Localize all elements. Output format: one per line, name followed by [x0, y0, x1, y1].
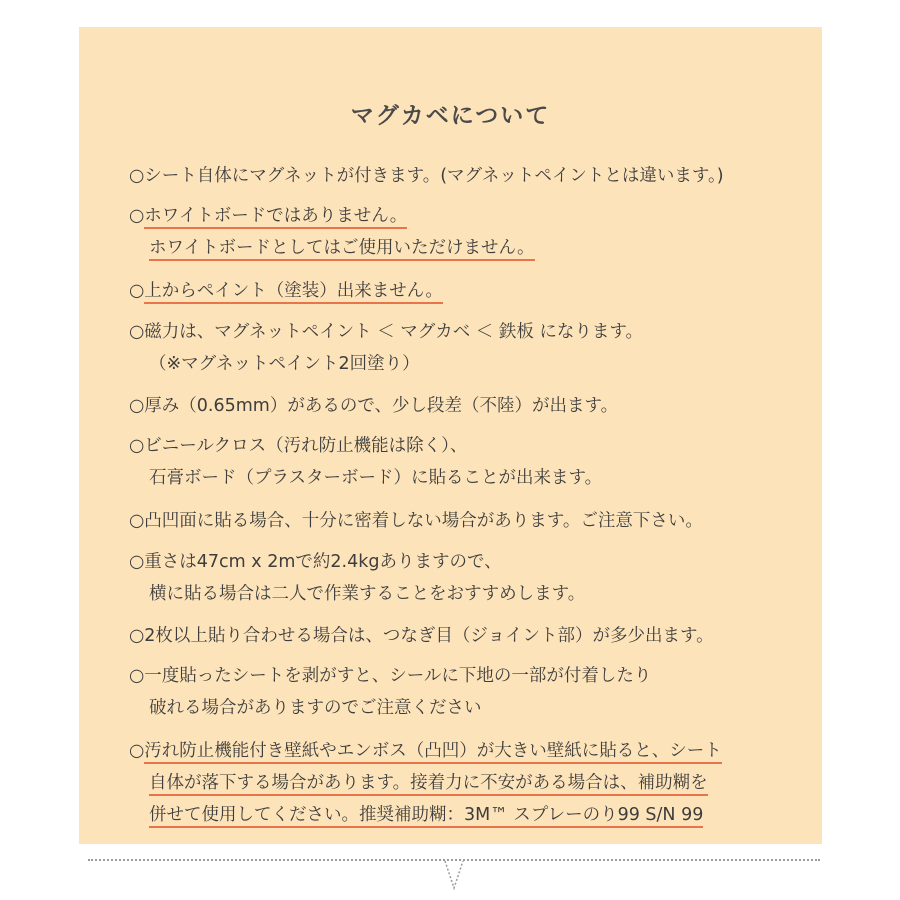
note-line-underlined: 自体が落下する場合があります。接着力に不安がある場合は、補助糊を [149, 773, 708, 796]
note-no-paint [129, 275, 443, 307]
note-weight [129, 546, 585, 610]
bullet-mark: ○ [129, 281, 145, 301]
note-line: 石膏ボード（プラスターボード）に貼ることが出来ます。 [149, 468, 603, 488]
note-line: 破れる場合がありますのでご注意ください [149, 698, 482, 718]
bullet-mark: ○ [129, 206, 145, 226]
note-line-underlined: 汚れ防止機能付き壁紙やエンボス（凸凹）が大きい壁紙に貼ると、シート [144, 741, 722, 764]
note-applicable-surfaces [129, 430, 602, 494]
note-not-whiteboard [129, 200, 535, 264]
note-line: ○重さは47cm x 2mで約2.4kgありますので、 [129, 552, 502, 572]
note-adhesive [129, 735, 722, 831]
note-line: ○一度貼ったシートを剥がすと、シールに下地の一部が付着したり [129, 666, 652, 686]
note-line: ○シート自体にマグネットが付きます。(マグネットペイントとは違います。) [129, 166, 724, 186]
info-panel [79, 27, 822, 844]
note-thickness [129, 390, 618, 422]
bullet-mark: ○ [129, 741, 145, 761]
note-line: ○ビニールクロス（汚れ防止機能は除く）、 [129, 436, 468, 456]
note-magnet-sheet [129, 160, 724, 192]
note-line-underlined: ホワイトボードとしてはご使用いただけません。 [149, 238, 535, 261]
note-line: ○凸凹面に貼る場合、十分に密着しない場合があります。ご注意下さい。 [129, 511, 703, 531]
note-line-underlined: 併せて使用してください。推奨補助糊：3M™ スプレーのり99 S/N 99 [149, 805, 703, 828]
note-joints [129, 620, 714, 652]
note-line: ○厚み（0.65mm）があるので、少し段差（不陸）が出ます。 [129, 396, 619, 416]
note-uneven-surface [129, 505, 703, 537]
panel-title: マグカベについて [350, 103, 551, 129]
note-line-underlined: ホワイトボードではありません。 [144, 206, 407, 229]
note-line: （※マグネットペイント2回塗り） [149, 354, 420, 374]
note-line: 横に貼る場合は二人で作業することをおすすめします。 [149, 584, 586, 604]
note-peeling [129, 660, 651, 724]
note-magnetic-strength [129, 316, 643, 380]
note-line-underlined: 上からペイント（塗装）出来ません。 [144, 281, 443, 304]
note-line: ○磁力は、マグネットペイント ＜ マグカベ ＜ 鉄板 になります。 [129, 322, 644, 342]
note-line: ○2枚以上貼り合わせる場合は、つなぎ目（ジョイント部）が多少出ます。 [129, 626, 714, 646]
